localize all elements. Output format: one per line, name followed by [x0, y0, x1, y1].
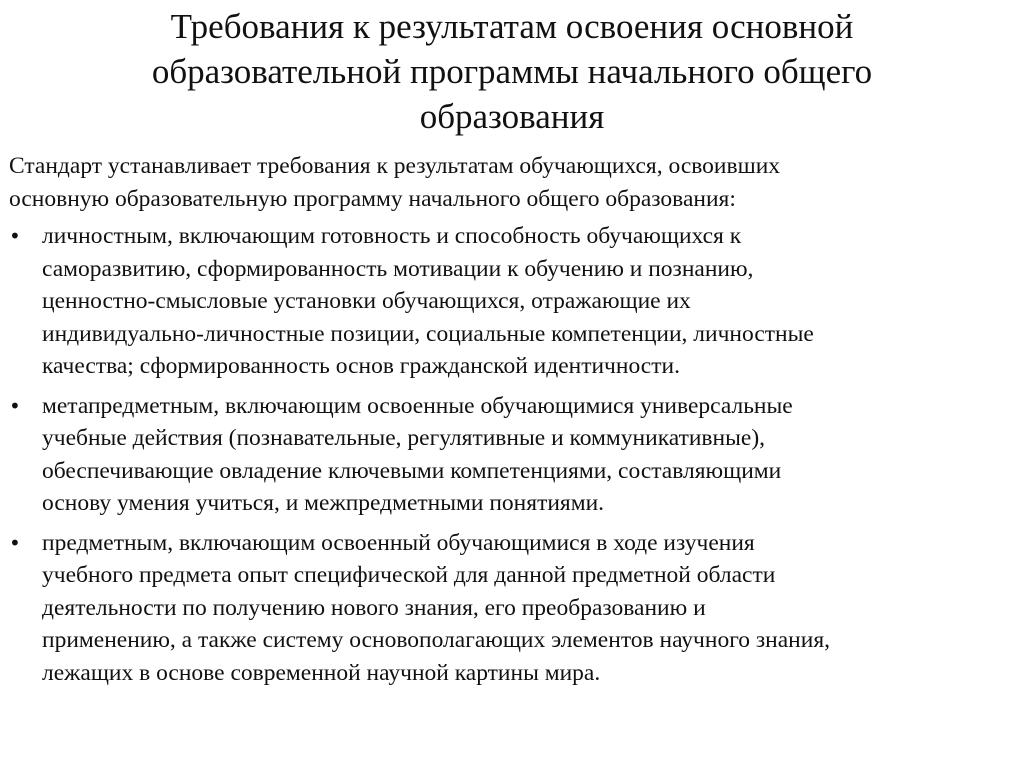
intro-line: основную образовательную программу начального общего образования:	[9, 185, 736, 212]
bullet-line: применению, а также систему основополагающих элементов научного знания,	[42, 627, 831, 653]
bullet-item-personal	[9, 220, 1015, 383]
slide-title-line: Требования к результатам освоения основной	[170, 7, 854, 46]
bullet-line: учебные действия (познавательные, регулятивные и коммуникативные),	[42, 425, 766, 451]
bullet-icon: •	[9, 530, 21, 555]
slide-title-line: образовательной программы начального общего	[151, 52, 873, 91]
intro-line: Стандарт устанавливает требования к результатам обучающихся, освоивших	[9, 153, 781, 179]
bullet-line: предметным, включающим освоенный обучающимися в ходе изучения	[42, 529, 755, 556]
bullet-line: саморазвитию, сформированность мотивации к обучению и познанию,	[42, 255, 754, 282]
bullet-item-subject	[9, 527, 1015, 690]
bullet-line: личностным, включающим готовность и способность обучающихся к	[42, 223, 742, 249]
bullet-line: ценностно-смысловые установки обучающихся, отражающие их	[42, 288, 691, 314]
bullet-line: метапредметным, включающим освоенные обучающимися универсальные	[42, 392, 793, 419]
bullet-line: учебного предмета опыт специфической для данной предметной области	[42, 562, 776, 588]
bullet-line: качества; сформированность основ гражданской идентичности.	[42, 353, 680, 379]
requirements-list	[9, 220, 1015, 689]
slide-title-line: образования	[419, 97, 605, 136]
bullet-item-metasubject	[9, 390, 1015, 520]
bullet-line: лежащих в основе современной научной картины мира.	[42, 659, 601, 686]
slide-title	[60, 4, 964, 139]
bullet-line: деятельности по получению нового знания, его преобразованию и	[42, 594, 706, 621]
bullet-line: обеспечивающие овладение ключевыми компетенциями, составляющими	[42, 457, 782, 484]
bullet-icon: •	[9, 393, 21, 418]
bullet-icon: •	[9, 224, 21, 248]
intro-paragraph	[9, 150, 1015, 215]
slide-body	[9, 150, 1015, 696]
bullet-line: основу умения учиться, и межпредметными понятиями.	[42, 490, 605, 516]
bullet-line: индивидуально-личностные позиции, социальные компетенции, личностные	[42, 320, 814, 347]
